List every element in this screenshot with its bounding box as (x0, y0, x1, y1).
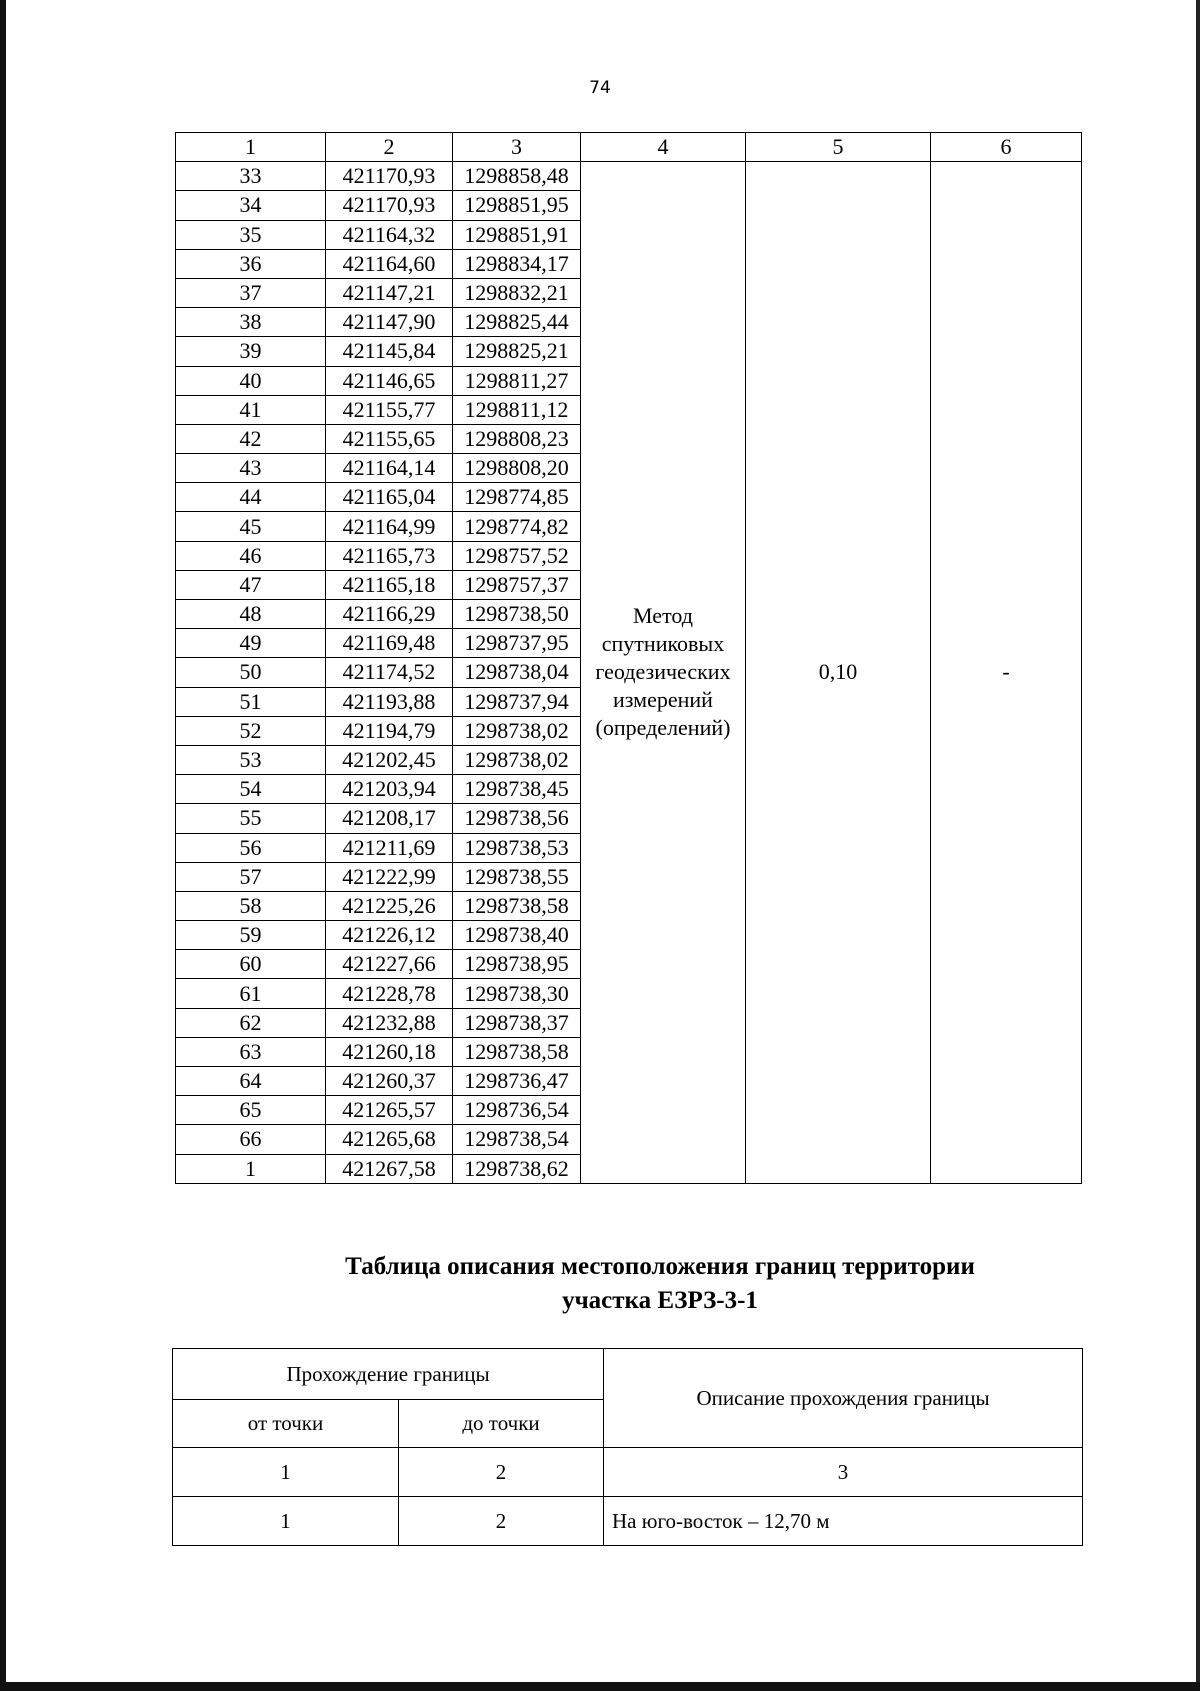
measurement-method (581, 162, 746, 1184)
coordinate-y: 1298757,52 (453, 541, 581, 570)
boundary-to-point: 2 (399, 1497, 604, 1546)
point-number: 65 (176, 1096, 326, 1125)
measurement-method-line: измерений (613, 687, 713, 713)
coordinate-x: 421164,32 (326, 220, 453, 249)
coordinate-y: 1298738,04 (453, 658, 581, 687)
coordinate-x: 421203,94 (326, 775, 453, 804)
coordinate-x: 421265,57 (326, 1096, 453, 1125)
boundary-row (173, 1497, 1083, 1546)
measurement-method-line: спутниковых (601, 631, 725, 657)
coordinate-row (176, 162, 1082, 191)
point-number: 63 (176, 1037, 326, 1066)
point-number: 55 (176, 804, 326, 833)
coordinate-x: 421155,77 (326, 395, 453, 424)
coordinate-x: 421225,26 (326, 891, 453, 920)
coordinate-y: 1298738,45 (453, 775, 581, 804)
point-number: 1 (176, 1154, 326, 1183)
coordinate-x: 421260,37 (326, 1067, 453, 1096)
column-number: 2 (399, 1448, 604, 1497)
accuracy-value: 0,10 (746, 162, 931, 1184)
coordinate-y: 1298774,85 (453, 483, 581, 512)
coordinate-x: 421208,17 (326, 804, 453, 833)
coordinate-y: 1298738,02 (453, 716, 581, 745)
coordinate-x: 421164,99 (326, 512, 453, 541)
coordinate-x: 421226,12 (326, 921, 453, 950)
column-header: 4 (581, 133, 746, 162)
point-number: 59 (176, 921, 326, 950)
boundary-description-header: Описание прохождения границы (604, 1349, 1083, 1448)
coordinate-y: 1298738,58 (453, 1037, 581, 1066)
coordinate-x: 421164,14 (326, 454, 453, 483)
coordinate-y: 1298851,95 (453, 191, 581, 220)
coordinate-y: 1298738,56 (453, 804, 581, 833)
boundary-description: На юго-восток – 12,70 м (604, 1497, 1083, 1546)
scan-border-bottom (0, 1682, 1200, 1691)
point-number: 42 (176, 424, 326, 453)
coordinate-y: 1298808,23 (453, 424, 581, 453)
coordinate-y: 1298738,02 (453, 745, 581, 774)
coordinates-header-row (176, 133, 1082, 162)
coordinate-y: 1298738,95 (453, 950, 581, 979)
point-number: 60 (176, 950, 326, 979)
coordinate-x: 421194,79 (326, 716, 453, 745)
point-number: 40 (176, 366, 326, 395)
point-number: 53 (176, 745, 326, 774)
point-number: 43 (176, 454, 326, 483)
point-number: 51 (176, 687, 326, 716)
coordinate-y: 1298737,95 (453, 629, 581, 658)
point-number: 52 (176, 716, 326, 745)
column-header: 5 (746, 133, 931, 162)
point-number: 54 (176, 775, 326, 804)
coordinate-x: 421164,60 (326, 249, 453, 278)
coordinate-x: 421193,88 (326, 687, 453, 716)
coordinate-x: 421170,93 (326, 191, 453, 220)
point-number: 44 (176, 483, 326, 512)
page-number: 74 (589, 78, 611, 98)
point-number: 64 (176, 1067, 326, 1096)
coordinate-x: 421165,18 (326, 570, 453, 599)
coordinate-x: 421202,45 (326, 745, 453, 774)
coordinate-y: 1298808,20 (453, 454, 581, 483)
coordinate-x: 421146,65 (326, 366, 453, 395)
coordinate-y: 1298774,82 (453, 512, 581, 541)
coordinate-y: 1298851,91 (453, 220, 581, 249)
point-number: 47 (176, 570, 326, 599)
point-number: 62 (176, 1008, 326, 1037)
point-number: 35 (176, 220, 326, 249)
measurement-method-line: геодезических (595, 659, 731, 685)
coordinate-y: 1298738,55 (453, 862, 581, 891)
column-number: 1 (173, 1448, 399, 1497)
point-number: 36 (176, 249, 326, 278)
column-header: 2 (326, 133, 453, 162)
column-header: 1 (176, 133, 326, 162)
coordinate-y: 1298834,17 (453, 249, 581, 278)
coordinate-y: 1298738,40 (453, 921, 581, 950)
coordinate-y: 1298811,12 (453, 395, 581, 424)
coordinate-x: 421260,18 (326, 1037, 453, 1066)
section-title (220, 1250, 1100, 1318)
point-number: 66 (176, 1125, 326, 1154)
coordinate-x: 421166,29 (326, 600, 453, 629)
column-header: 3 (453, 133, 581, 162)
coordinate-x: 421147,90 (326, 308, 453, 337)
point-number: 38 (176, 308, 326, 337)
column-number: 3 (604, 1448, 1083, 1497)
section-title-line-1: Таблица описания местоположения границ территории (345, 1253, 975, 1280)
coordinate-y: 1298858,48 (453, 162, 581, 191)
coordinate-x: 421232,88 (326, 1008, 453, 1037)
measurement-method-line: Метод (633, 603, 693, 629)
coordinate-x: 421267,58 (326, 1154, 453, 1183)
coordinate-y: 1298811,27 (453, 366, 581, 395)
to-point-header: до точки (399, 1400, 604, 1448)
point-number: 33 (176, 162, 326, 191)
coordinate-y: 1298737,94 (453, 687, 581, 716)
point-number: 41 (176, 395, 326, 424)
coordinate-y: 1298738,37 (453, 1008, 581, 1037)
column-header: 6 (931, 133, 1082, 162)
measurement-method-line: (определений) (595, 715, 731, 741)
coordinate-y: 1298738,58 (453, 891, 581, 920)
coordinate-y: 1298736,47 (453, 1067, 581, 1096)
coordinate-y: 1298738,53 (453, 833, 581, 862)
point-number: 50 (176, 658, 326, 687)
point-number: 56 (176, 833, 326, 862)
point-number: 58 (176, 891, 326, 920)
point-number: 37 (176, 278, 326, 307)
coordinate-x: 421169,48 (326, 629, 453, 658)
coordinate-x: 421227,66 (326, 950, 453, 979)
coordinate-x: 421170,93 (326, 162, 453, 191)
coordinate-x: 421228,78 (326, 979, 453, 1008)
column-6-value: - (931, 162, 1082, 1184)
section-title-line-2: участка ЕЗРЗ-3-1 (562, 1287, 758, 1314)
point-number: 48 (176, 600, 326, 629)
coordinate-x: 421265,68 (326, 1125, 453, 1154)
coordinate-y: 1298757,37 (453, 570, 581, 599)
coordinate-x: 421147,21 (326, 278, 453, 307)
point-number: 46 (176, 541, 326, 570)
coordinate-y: 1298825,21 (453, 337, 581, 366)
coordinate-y: 1298738,54 (453, 1125, 581, 1154)
coordinate-x: 421145,84 (326, 337, 453, 366)
point-number: 45 (176, 512, 326, 541)
point-number: 39 (176, 337, 326, 366)
from-point-header: от точки (173, 1400, 399, 1448)
coordinate-y: 1298738,62 (453, 1154, 581, 1183)
scan-border-right (1196, 0, 1200, 1691)
scan-border-left (0, 0, 6, 1691)
coordinate-x: 421211,69 (326, 833, 453, 862)
coordinate-x: 421165,04 (326, 483, 453, 512)
boundary-group-header: Прохождение границы (173, 1349, 604, 1400)
point-number: 57 (176, 862, 326, 891)
coordinate-y: 1298832,21 (453, 278, 581, 307)
point-number: 34 (176, 191, 326, 220)
coordinates-table (175, 132, 1082, 1184)
coordinate-y: 1298738,30 (453, 979, 581, 1008)
coordinate-y: 1298825,44 (453, 308, 581, 337)
coordinate-x: 421155,65 (326, 424, 453, 453)
point-number: 61 (176, 979, 326, 1008)
coordinate-x: 421174,52 (326, 658, 453, 687)
coordinate-y: 1298736,54 (453, 1096, 581, 1125)
point-number: 49 (176, 629, 326, 658)
coordinate-x: 421165,73 (326, 541, 453, 570)
coordinate-y: 1298738,50 (453, 600, 581, 629)
boundary-description-table (172, 1348, 1083, 1546)
boundary-from-point: 1 (173, 1497, 399, 1546)
coordinate-x: 421222,99 (326, 862, 453, 891)
